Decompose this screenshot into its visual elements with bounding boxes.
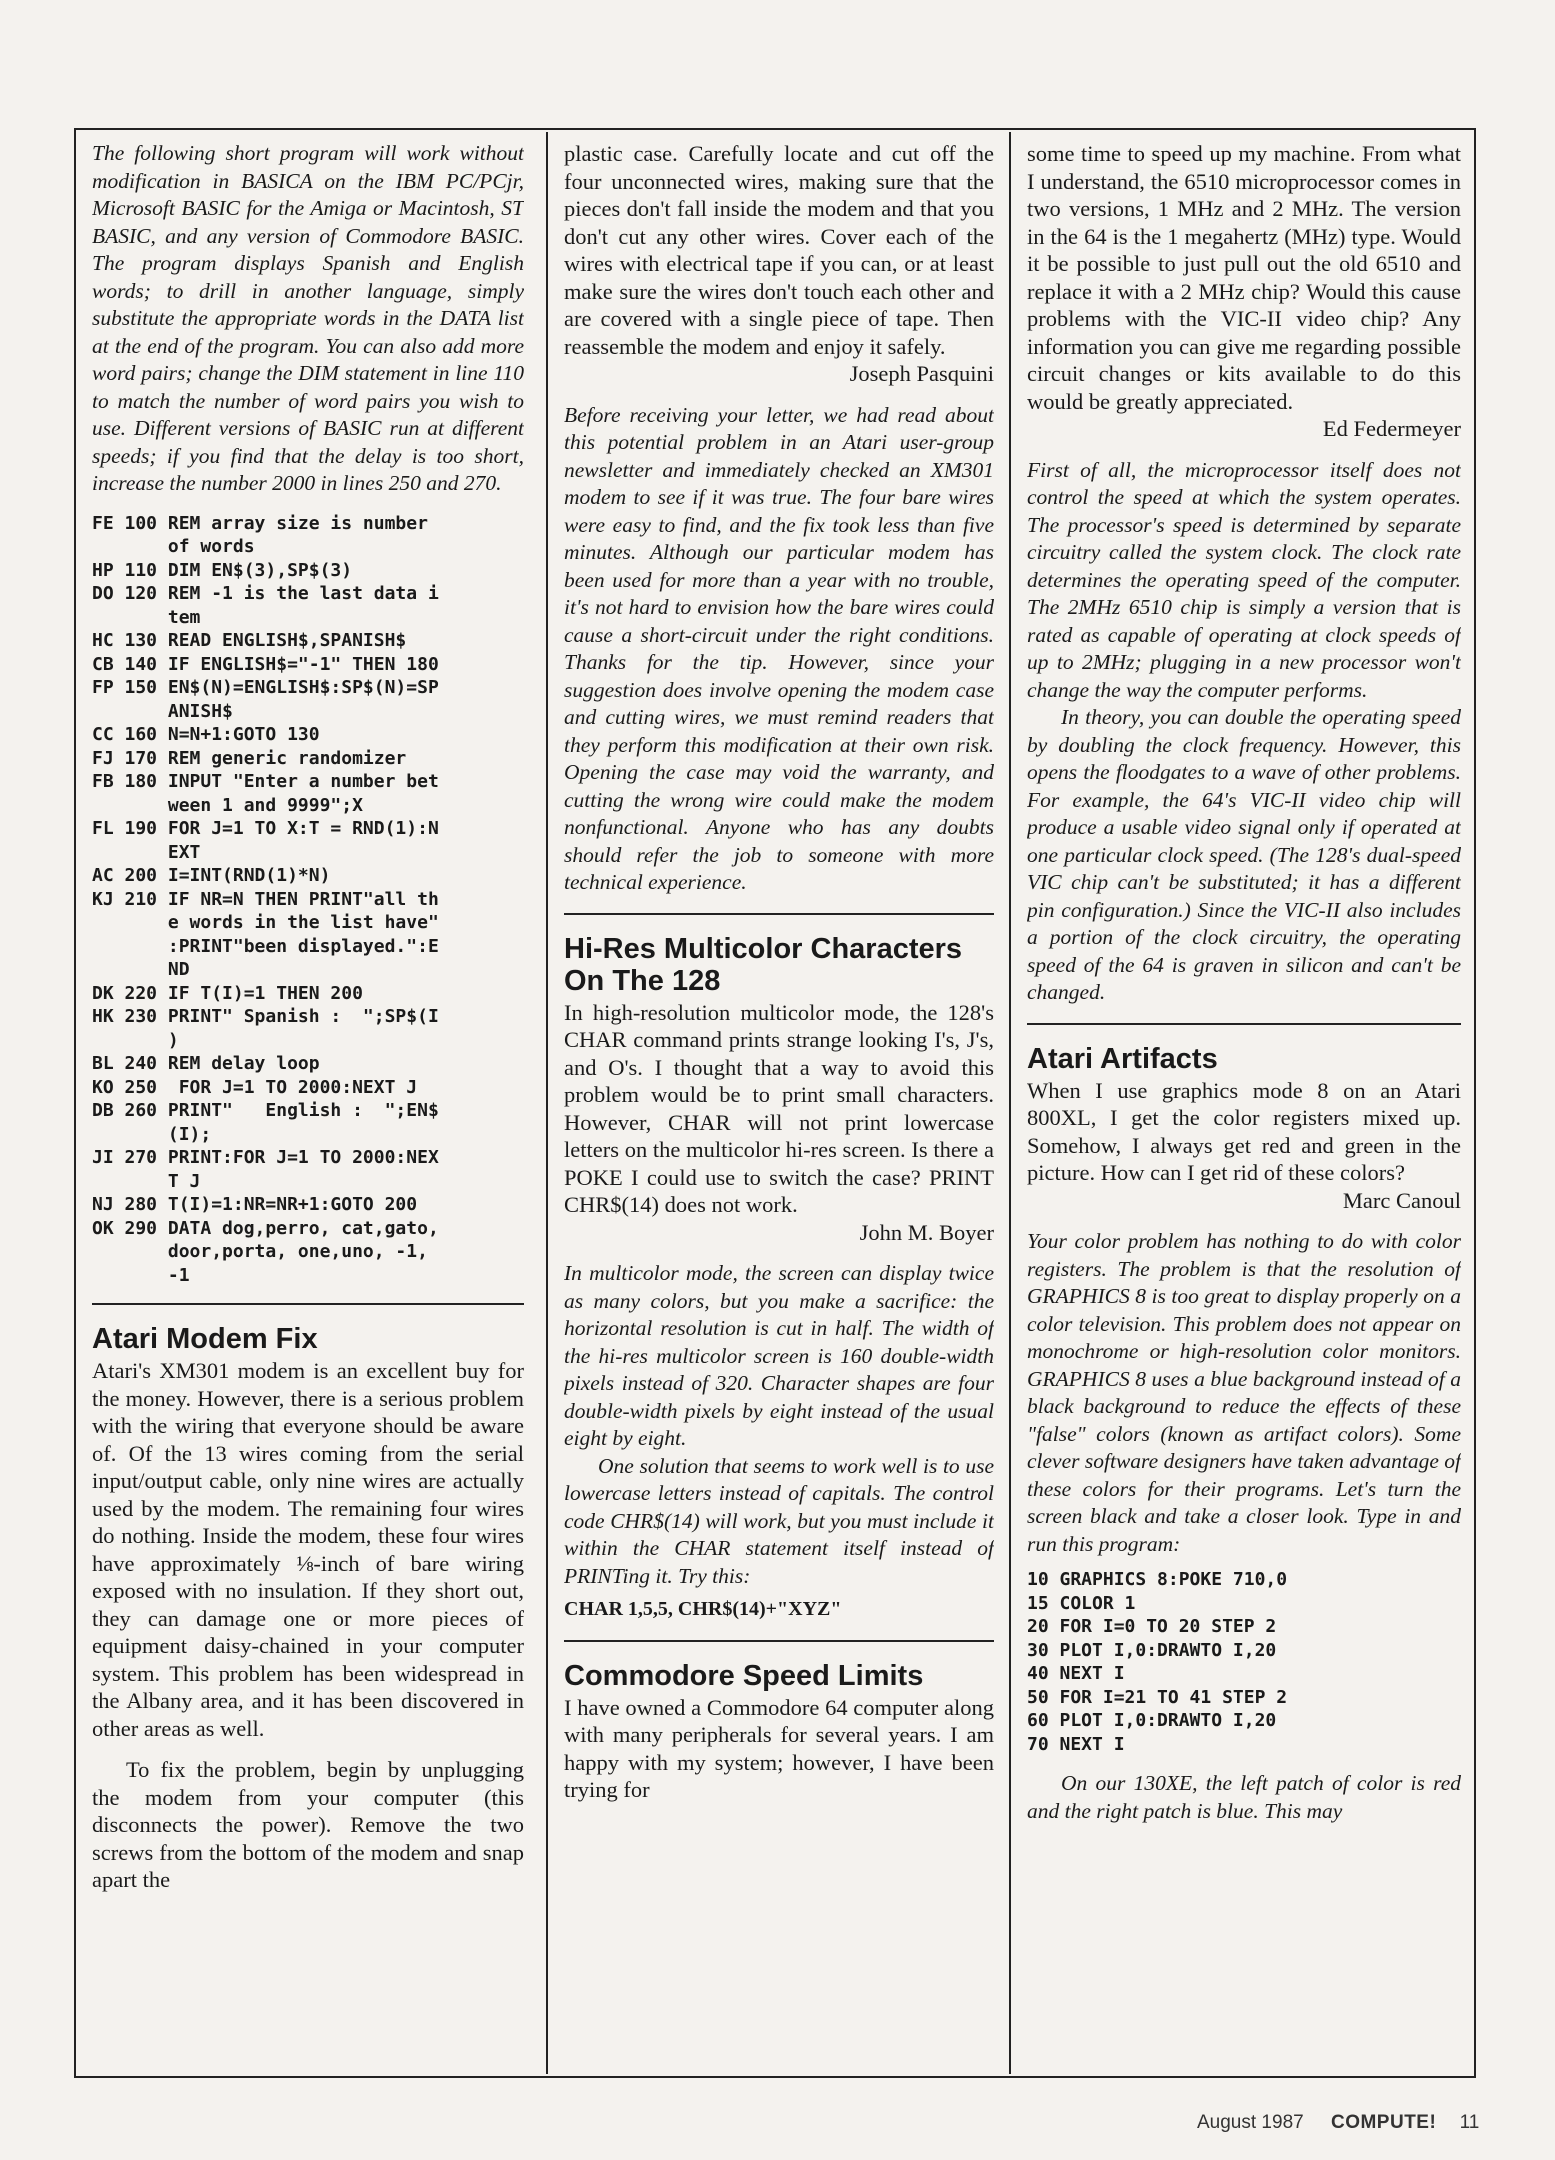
editor-reply: In theory, you can double the operating speed by doubling the clock frequency. However, this opens the floodgates to a wave of other problems. For example, the 64's VIC-II video chip will produce a usable video signal only if operated at one particular clock speed. (The 128's dual-speed VIC chip can't be substituted; it has a different pin configuration.) Since the VIC-II also includes a portion of the clock circuitry, the operating speed of the 64 is graven in silicon and can't be changed. <box>1027 705 1461 1004</box>
column-3 <box>1027 140 1461 2065</box>
editor-reply: Your color problem has nothing to do with color registers. The problem is that the resolution of GRAPHICS 8 is too great to display properly on a color television. This problem does not appear on monochrome or high-resolution color monitors. GRAPHICS 8 uses a blue background instead of a black background to reduce the effects of these "false" colors (known as artifact colors). Some clever software designers have taken advantage of these colors for their programs. Let's turn the screen black and take a closer look. Type in and run this program: <box>1027 1229 1461 1556</box>
page-number: 11 <box>1459 2112 1480 2133</box>
letter-signature: Ed Federmeyer <box>1322 416 1461 441</box>
editor-reply: One solution that seems to work well is to use lowercase letters instead of capitals. The control code CHR$(14) will work, but you must include it within the CHAR statement itself instead of PRINTing it. Try this: <box>564 1453 994 1588</box>
section-heading-commodore-speed: Commodore Speed Limits <box>564 1659 924 1692</box>
body-paragraph: I have owned a Commodore 64 computer along with many peripherals for several years. I am happy with my system; however, I have been trying for <box>564 1694 994 1802</box>
letter-signature: Marc Canoul <box>1342 1187 1461 1213</box>
body-paragraph: In high-resolution multicolor mode, the 128's CHAR command prints strange looking I's, J's, and O's. I thought that a way to avoid this problem would be to print small characters. However, CHAR will not print lowercase letters on the multicolor hi-res screen. Is there a POKE I could use to switch the case? PRINT CHR$(14) does not work. <box>564 999 994 1217</box>
issue-date: August 1987 <box>1197 2112 1304 2133</box>
editor-reply: In multicolor mode, the screen can display twice as many colors, but you make a sacrifice: the horizontal resolution is cut in half. The width of the hi-res multicolor screen is 160 double-width pixels instead of 320. Character shapes are four double-width pixels by eight instead of the usual eight by eight. <box>564 1261 994 1450</box>
column-rule-1 <box>546 132 548 2074</box>
column-2 <box>564 140 994 2065</box>
basic-program-listing: FE 100 REM array size is number of words HP 110 DIM EN$(3),SP$(3) DO 120 REM -1 is the last data i tem HC 130 READ ENGLISH$,SPANISH$ CB 140 IF ENGLISH$="-1" THEN 180 FP 150 EN$(N)=ENGLISH$:SP$(N)=SP ANISH$ CC 160 N=N+1:GOTO 130 FJ 170 REM generic randomizer FB 180 INPUT "Enter a number bet ween 1 and 9999";X FL 190 FOR J=1 TO X:T = RND(1):N EXT AC 200 I=INT(RND(1)*N) KJ 210 IF NR=N THEN PRINT"all th e words in the list have" :PRINT"been displayed.":E ND DK 220 IF T(I)=1 THEN 200 HK 230 PRINT" Spanish : ";SP$(I ) BL 240 REM delay loop KO 250 FOR J=1 TO 2000:NEXT J DB 260 PRINT" English : ";EN$ (I); JI 270 PRINT:FOR J=1 TO 2000:NEX T J NJ 280 T(I)=1:NR=NR+1:GOTO 200 OK 290 DATA dog,perro, cat,gato, door,porta, one,uno, -1, -1 <box>92 512 439 1286</box>
section-divider <box>1027 1023 1461 1025</box>
column-1 <box>92 140 524 2065</box>
section-heading-hi-res-multicolor: Hi-Res Multicolor Characters On The 128 <box>564 932 963 997</box>
section-divider <box>564 913 994 915</box>
intro-text: The following short program will work without modification in BASICA on the IBM PC/PCjr, Microsoft BASIC for the Amiga or Macintosh, ST BASIC, and any version of Commodore BASIC. The program displays Spanish and English words; to drill in another language, simply substitute the appropriate words in the DATA list at the end of the program. You can also add more word pairs; change the DIM statement in line 110 to match the number of word pairs you wish to use. Different versions of BASIC run at different speeds; if you find that the delay is too short, increase the number 2000 in lines 250 and 270. <box>92 141 524 495</box>
editor-reply: On our 130XE, the left patch of color is red and the right patch is blue. This may <box>1027 1771 1461 1823</box>
section-heading-atari-artifacts: Atari Artifacts <box>1027 1042 1218 1075</box>
body-paragraph: plastic case. Carefully locate and cut off the four unconnected wires, making sure that the pieces don't fall inside the modem and that you don't cut any other wires. Cover each of the wires with electrical tape if you can, or at least make sure the wires don't touch each other and are covered with a single piece of tape. Then reassemble the modem and enjoy it safely. <box>564 141 994 359</box>
section-heading-atari-modem-fix: Atari Modem Fix <box>92 1323 318 1355</box>
letter-signature: John M. Boyer <box>859 1219 994 1245</box>
section-divider <box>564 1640 994 1642</box>
letter-signature: Joseph Pasquini <box>849 361 994 386</box>
page-footer <box>1197 2112 1479 2134</box>
body-paragraph: To fix the problem, begin by unplugging the modem from your computer (this disconnects the power). Remove the two screws from the bottom of the modem and snap apart the <box>92 1757 524 1892</box>
char-command-example: CHAR 1,5,5, CHR$(14)+"XYZ" <box>564 1598 842 1620</box>
body-paragraph: When I use graphics mode 8 on an Atari 800XL, I get the color registers mixed up. Somehow, I always get red and green in the picture. How can I get rid of these colors? <box>1027 1077 1461 1185</box>
editor-reply: Before receiving your letter, we had read about this potential problem in an Atari user-group newsletter and immediately checked an XM301 modem to see if it was true. The four bare wires were easy to find, and the fix took less than five minutes. Although our particular modem has been used for more than a year with no trouble, it's not hard to envision how the bare wires could cause a short-circuit under the right conditions. Thanks for the tip. However, since your suggestion does involve opening the modem case and cutting wires, we must remind readers that they perform this modification at their own risk. Opening the case may void the warranty, and cutting the wrong wire could make the modem nonfunctional. Anyone who has any doubts should refer the job to someone with more technical experience. <box>564 402 994 894</box>
column-rule-2 <box>1009 132 1011 2074</box>
editor-reply: First of all, the microprocessor itself does not control the speed at which the system operates. The processor's speed is determined by separate circuitry called the system clock. The clock rate determines the operating speed of the computer. The 2MHz 6510 chip is simply a version that is rated as capable of operating at clock speeds of up to 2MHz; plugging in a new processor won't change the way the computer performs. <box>1027 457 1461 702</box>
section-divider <box>92 1303 524 1305</box>
body-paragraph: some time to speed up my machine. From what I understand, the 6510 microprocessor comes in two versions, 1 MHz and 2 MHz. The version in the 64 is the 1 megahertz (MHz) type. Would it be possible to just pull out the old 6510 and replace it with a 2 MHz chip? Would this cause problems with the VIC-II video chip? Any information you can give me regarding possible circuit changes or kits available to do this would be greatly appreciated. <box>1027 141 1461 414</box>
body-paragraph: Atari's XM301 modem is an excellent buy for the money. However, there is a serious problem with the wiring that everyone should be aware of. Of the 13 wires coming from the serial input/output cable, only nine wires are actually used by the modem. The remaining four wires do nothing. Inside the modem, these four wires have approximately ⅛-inch of bare wiring exposed with no insulation. If they short out, they can damage one or more pieces of equipment daisy-chained in your computer system. This problem has been widespread in the Albany area, and it has been discovered in other areas as well. <box>92 1358 524 1741</box>
magazine-name: COMPUTE! <box>1330 2112 1437 2133</box>
atari-program-listing: 10 GRAPHICS 8:POKE 710,0 15 COLOR 1 20 FOR I=0 TO 20 STEP 2 30 PLOT I,0:DRAWTO I,20 40 NEXT I 50 FOR I=21 TO 41 STEP 2 60 PLOT I,0:DRAWTO I,20 70 NEXT I <box>1027 1569 1288 1755</box>
